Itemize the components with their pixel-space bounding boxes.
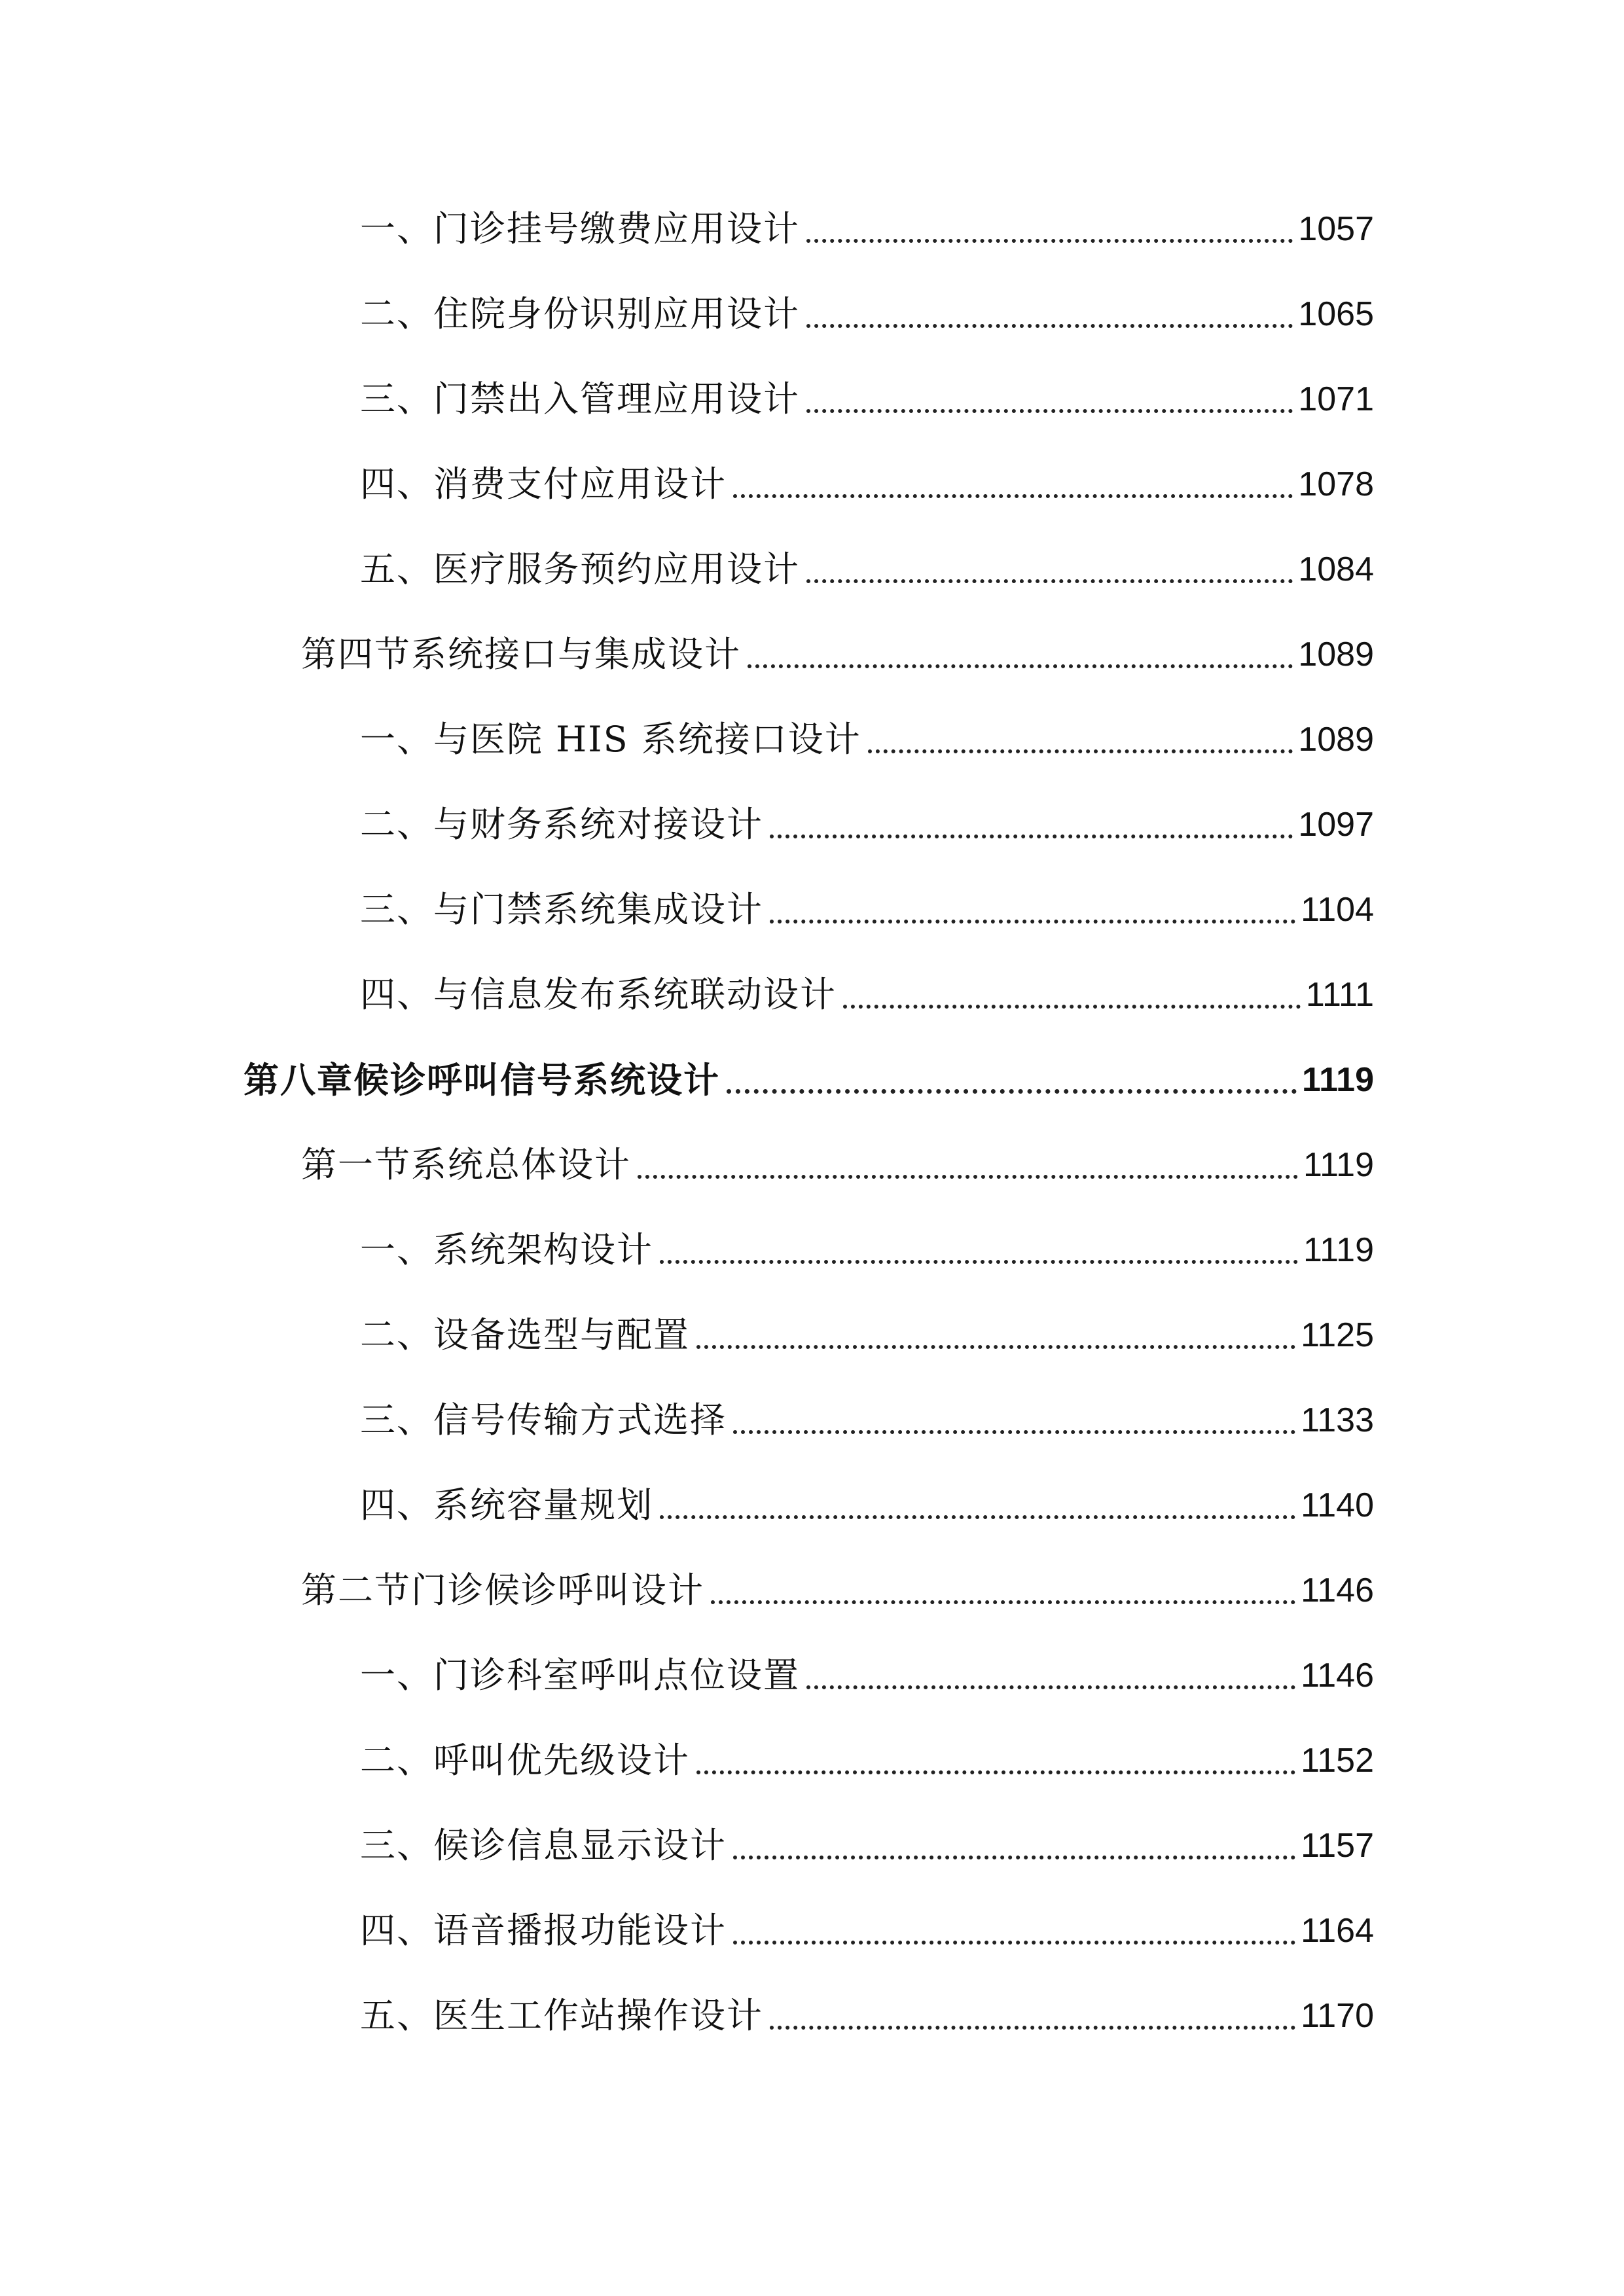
toc-entry-page: 1111	[1305, 976, 1374, 1014]
toc-dot-leader	[696, 1336, 1295, 1349]
toc-entry-title: 一、门诊挂号缴费应用设计	[360, 208, 800, 249]
toc-dot-leader	[843, 996, 1301, 1009]
toc-dot-leader	[733, 1846, 1295, 1859]
toc-entry[interactable]	[360, 1993, 1374, 2039]
toc-entry-page: 1146	[1301, 1657, 1374, 1695]
toc-dot-leader	[711, 1591, 1295, 1604]
toc-entry-page: 1078	[1298, 465, 1374, 503]
toc-entry-title: 三、候诊信息显示设计	[360, 1825, 727, 1866]
toc-entry-page: 1089	[1298, 721, 1374, 759]
toc-entry[interactable]	[360, 802, 1374, 848]
toc-entry-page: 1119	[1303, 1146, 1374, 1184]
toc-dot-leader	[638, 1166, 1298, 1179]
toc-dot-leader	[806, 400, 1293, 413]
toc-entry-page: 1164	[1301, 1912, 1374, 1950]
toc-dot-leader	[733, 485, 1293, 498]
toc-entry-page: 1065	[1298, 295, 1374, 333]
toc-dot-leader	[770, 825, 1293, 838]
toc-entry[interactable]	[360, 206, 1374, 252]
toc-entry-page: 1152	[1301, 1742, 1374, 1780]
toc-entry-page: 1104	[1301, 891, 1374, 929]
toc-entry-page: 1057	[1298, 210, 1374, 248]
toc-entry-title: 四、与信息发布系统联动设计	[360, 974, 837, 1015]
toc-entry-title: 一、系统架构设计	[360, 1229, 653, 1270]
toc-entry[interactable]	[360, 1397, 1374, 1443]
toc-entry-title: 五、医生工作站操作设计	[360, 1995, 763, 2036]
toc-dot-leader	[806, 315, 1293, 328]
toc-entry[interactable]	[360, 376, 1374, 422]
toc-chapter-entry[interactable]	[244, 1057, 1374, 1103]
toc-entry[interactable]	[360, 1482, 1374, 1528]
toc-entry-title: 二、与财务系统对接设计	[360, 804, 763, 845]
toc-entry-title: 五、医疗服务预约应用设计	[360, 548, 800, 590]
toc-dot-leader	[868, 740, 1293, 753]
toc-entry-page: 1157	[1301, 1827, 1374, 1865]
toc-entry-title: 四、消费支付应用设计	[360, 463, 727, 505]
toc-entry[interactable]	[360, 1823, 1374, 1869]
toc-entry-title: 三、门禁出入管理应用设计	[360, 378, 800, 420]
toc-dot-leader	[660, 1506, 1295, 1519]
toc-entry-title: 四、语音播报功能设计	[360, 1910, 727, 1951]
toc-entry-title: 三、信号传输方式选择	[360, 1399, 727, 1441]
toc-entry-page: 1089	[1298, 636, 1374, 673]
toc-entry[interactable]	[360, 461, 1374, 507]
toc-entry-title: 一、与医院 HIS 系统接口设计	[360, 719, 861, 760]
toc-entry-title: 第一节系统总体设计	[301, 1144, 631, 1185]
toc-dot-leader	[660, 1251, 1298, 1264]
toc-entry-title: 第八章候诊呼叫信号系统设计	[244, 1059, 720, 1101]
toc-entry-title: 二、住院身份识别应用设计	[360, 293, 800, 334]
toc-entry-page: 1097	[1298, 806, 1374, 844]
toc-entry[interactable]	[360, 887, 1374, 933]
toc-entry-page: 1071	[1298, 380, 1374, 418]
toc-entry-title: 四、系统容量规划	[360, 1484, 653, 1526]
toc-dot-leader	[806, 1676, 1295, 1689]
toc-dot-leader	[806, 230, 1293, 243]
toc-dot-leader	[733, 1421, 1295, 1434]
toc-entry-title: 第二节门诊候诊呼叫设计	[301, 1570, 704, 1611]
toc-entry[interactable]	[360, 1312, 1374, 1358]
toc-entry[interactable]	[360, 291, 1374, 337]
toc-entry-page: 1140	[1301, 1486, 1374, 1524]
toc-entry[interactable]	[360, 1227, 1374, 1273]
toc-section-entry[interactable]	[301, 632, 1374, 677]
toc-entry-page: 1170	[1301, 1997, 1374, 2035]
toc-entry-page: 1084	[1298, 550, 1374, 588]
toc-dot-leader	[770, 2017, 1295, 2030]
toc-entry[interactable]	[360, 1653, 1374, 1698]
toc-entry-title: 三、与门禁系统集成设计	[360, 889, 763, 930]
toc-entry[interactable]	[360, 1738, 1374, 1784]
toc-dot-leader	[806, 570, 1293, 583]
toc-entry-title: 二、呼叫优先级设计	[360, 1740, 690, 1781]
toc-entry-page: 1119	[1302, 1061, 1374, 1099]
toc-entry-title: 一、门诊科室呼叫点位设置	[360, 1655, 800, 1696]
toc-entry-page: 1133	[1301, 1401, 1374, 1439]
toc-dot-leader	[748, 655, 1293, 668]
toc-dot-leader	[727, 1080, 1297, 1094]
toc-entry[interactable]	[360, 1908, 1374, 1954]
toc-entry[interactable]	[360, 717, 1374, 762]
toc-entry-page: 1125	[1301, 1316, 1374, 1354]
toc-entry-page: 1146	[1301, 1571, 1374, 1609]
toc-entry-page: 1119	[1303, 1231, 1374, 1269]
toc-section-entry[interactable]	[301, 1142, 1374, 1188]
toc-entry[interactable]	[360, 547, 1374, 592]
toc-dot-leader	[733, 1931, 1295, 1945]
toc-entry-title: 二、设备选型与配置	[360, 1314, 690, 1355]
toc-section-entry[interactable]	[301, 1568, 1374, 1613]
toc-entry[interactable]	[360, 972, 1374, 1018]
toc-dot-leader	[696, 1761, 1295, 1774]
toc-dot-leader	[770, 910, 1295, 924]
toc-entry-title: 第四节系统接口与集成设计	[301, 634, 741, 675]
